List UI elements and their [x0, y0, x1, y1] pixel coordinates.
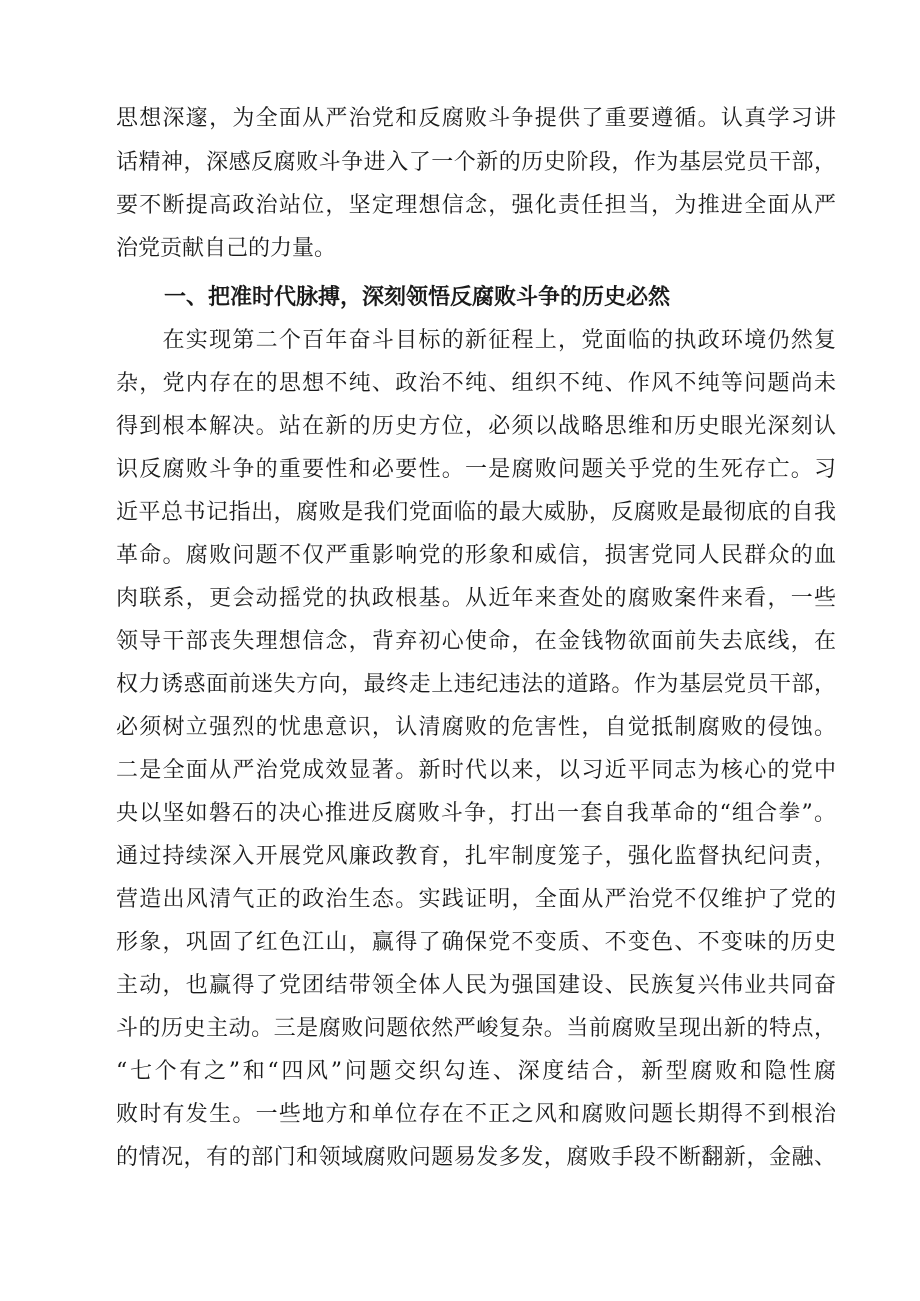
body-line-18: “七个有之”和“四风”问题交织勾连、深度结合，新型腐败和隐性腐 — [116, 1059, 836, 1084]
body-line-1: 在实现第二个百年奋斗目标的新征程上，党面临的执政环境仍然复 — [116, 328, 836, 353]
section-heading: 一、把准时代脉搏，深刻领悟反腐败斗争的历史必然 — [164, 285, 671, 310]
body-line-3: 得到根本解决。站在新的历史方位，必须以战略思维和历史眼光深刻认 — [116, 414, 836, 439]
body-line-19: 败时有发生。一些地方和单位存在不正之风和腐败问题长期得不到根治 — [116, 1102, 836, 1127]
intro-line-3: 要不断提高政治站位，坚定理想信念，强化责任担当，为推进全面从严 — [116, 193, 836, 218]
body-line-16: 主动，也赢得了党团结带领全体人民为强国建设、民族复兴伟业共同奋 — [116, 973, 836, 998]
body-line-4: 识反腐败斗争的重要性和必要性。一是腐败问题关乎党的生死存亡。习 — [116, 457, 836, 482]
body-line-2: 杂，党内存在的思想不纯、政治不纯、组织不纯、作风不纯等问题尚未 — [116, 371, 836, 396]
body-line-14: 营造出风清气正的政治生态。实践证明，全面从严治党不仅维护了党的 — [116, 887, 836, 912]
body-line-5: 近平总书记指出，腐败是我们党面临的最大威胁，反腐败是最彻底的自我 — [116, 500, 836, 525]
body-line-20: 的情况，有的部门和领域腐败问题易发多发，腐败手段不断翻新，金融、 — [116, 1145, 836, 1170]
intro-line-2: 话精神，深感反腐败斗争进入了一个新的历史阶段，作为基层党员干部， — [116, 150, 836, 175]
body-line-10: 必须树立强烈的忧患意识，认清腐败的危害性，自觉抵制腐败的侵蚀。 — [116, 715, 836, 740]
body-line-7: 肉联系，更会动摇党的执政根基。从近年来查处的腐败案件来看，一些 — [116, 586, 836, 611]
body-line-13: 通过持续深入开展党风廉政教育，扎牢制度笼子，强化监督执纪问责， — [116, 844, 836, 869]
intro-line-4: 治党贡献自己的力量。 — [116, 236, 337, 261]
body-line-11: 二是全面从严治党成效显著。新时代以来，以习近平同志为核心的党中 — [116, 758, 836, 783]
body-line-8: 领导干部丧失理想信念，背弃初心使命，在金钱物欲面前失去底线，在 — [116, 629, 836, 654]
body-line-15: 形象，巩固了红色江山，赢得了确保党不变质、不变色、不变味的历史 — [116, 930, 836, 955]
intro-line-1: 思想深邃，为全面从严治党和反腐败斗争提供了重要遵循。认真学习讲 — [116, 106, 836, 131]
body-line-17: 斗的历史主动。三是腐败问题依然严峻复杂。当前腐败呈现出新的特点， — [116, 1016, 836, 1041]
body-line-12: 央以坚如磐石的决心推进反腐败斗争，打出一套自我革命的“组合拳”。 — [116, 801, 836, 826]
body-line-9: 权力诱惑面前迷失方向，最终走上违纪违法的道路。作为基层党员干部， — [116, 672, 836, 697]
body-line-6: 革命。腐败问题不仅严重影响党的形象和威信，损害党同人民群众的血 — [116, 543, 836, 568]
